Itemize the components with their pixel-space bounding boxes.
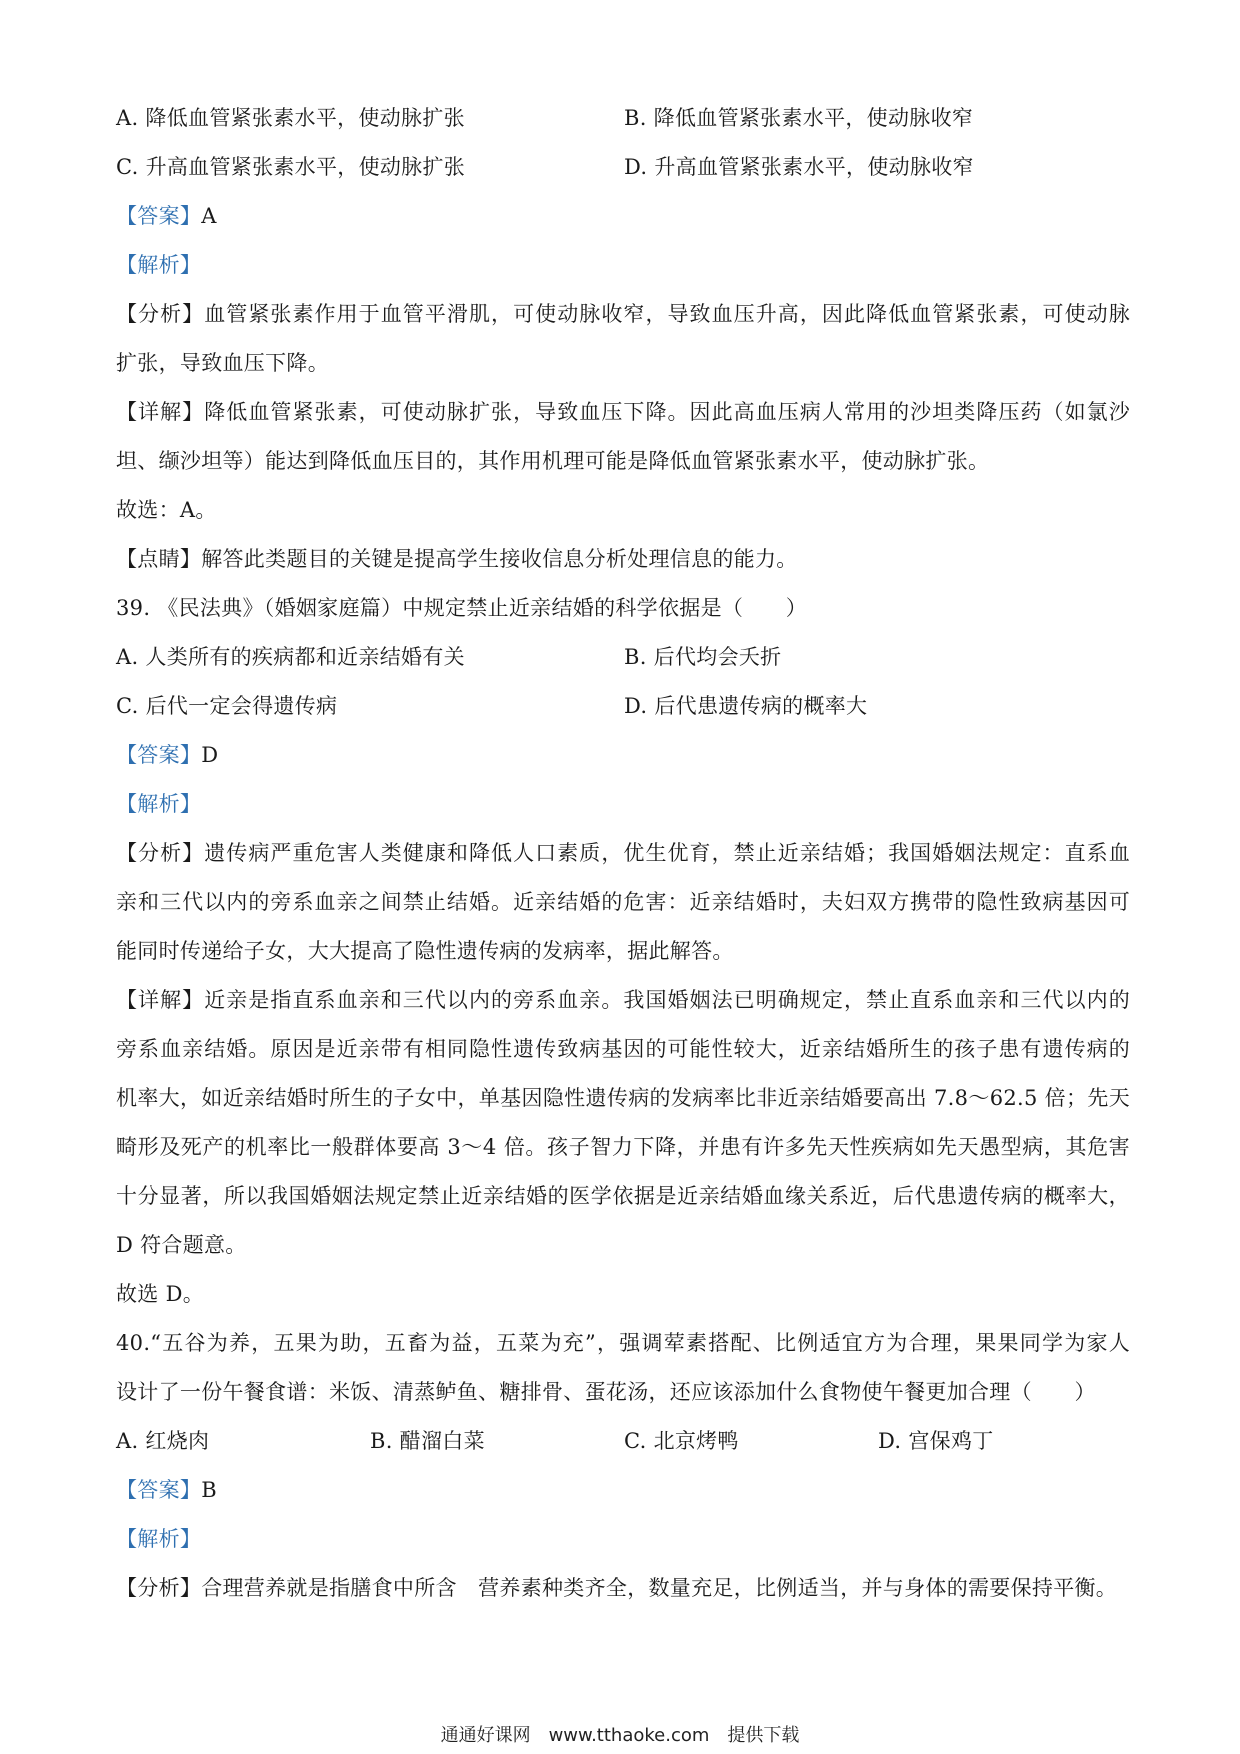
q38-fenxi-line: 扩张，导致血压下降。 [116,351,329,375]
q39-answer [116,740,1130,770]
q38-analysis-tag: 【解析】 [116,253,202,277]
answer-value: B [201,1478,217,1502]
q39-stem: 39. 《民法典》（婚姻家庭篇）中规定禁止近亲结婚的科学依据是（ ） [116,596,808,620]
q39-option-c: C. 后代一定会得遗传病 [116,694,338,718]
q40-option-a: A. 红烧肉 [116,1429,210,1453]
q39-fenxi-line: 能同时传递给子女，大大提高了隐性遗传病的发病率，据此解答。 [116,939,734,963]
q39-option-b: B. 后代均会夭折 [624,645,782,669]
q39-xiangjie-line: 【详解】近亲是指直系血亲和三代以内的旁系血亲。我国婚姻法已明确规定，禁止直系血亲和三代以内的 [116,988,1130,1012]
q40-option-d: D. 宫保鸡丁 [878,1429,994,1453]
q38-xiangjie-line: 【详解】降低血管紧张素，可使动脉扩张，导致血压下降。因此高血压病人常用的沙坦类降压药（如氯沙 [116,400,1130,424]
q39-conclusion: 故选 D。 [116,1282,205,1306]
q38-xiangjie-line: 坦、缬沙坦等）能达到降低血压目的，其作用机理可能是降低血管紧张素水平，使动脉扩张。 [116,449,990,473]
q38-conclusion: 故选：A。 [116,498,217,522]
q39-xiangjie-line: D 符合题意。 [116,1233,247,1257]
q40-answer [116,1475,1130,1505]
q38-option-d: D. 升高血管紧张素水平，使动脉收窄 [624,155,974,179]
q40-option-c: C. 北京烤鸭 [624,1429,739,1453]
q38-option-b: B. 降低血管紧张素水平，使动脉收窄 [624,106,974,130]
q38-option-a: A. 降低血管紧张素水平，使动脉扩张 [116,106,465,130]
q39-xiangjie-line: 畸形及死产的机率比一般群体要高 3～4 倍。孩子智力下降，并患有许多先天性疾病如先天愚型病，其危害 [116,1135,1130,1159]
q38-fenxi-line: 【分析】血管紧张素作用于血管平滑肌，可使动脉收窄，导致血压升高，因此降低血管紧张素，可使动脉 [116,302,1130,326]
q40-fenxi-line: 【分析】合理营养就是指膳食中所含 营养素种类齐全，数量充足，比例适当，并与身体的需要保持平衡。 [116,1576,1118,1600]
page-footer: 通通好课网 www.tthaoke.com 提供下载 [440,1725,800,1746]
q40-stem-line: 设计了一份午餐食谱：米饭、清蒸鲈鱼、糖排骨、蛋花汤，还应该添加什么食物使午餐更加合理（ ） [116,1380,1096,1404]
answer-tag: 【答案】 [116,204,202,228]
q38-answer [116,201,1130,231]
q39-fenxi-line: 亲和三代以内的旁系血亲之间禁止结婚。近亲结婚的危害：近亲结婚时，夫妇双方携带的隐性致病基因可 [116,890,1130,914]
answer-tag: 【答案】 [116,1478,202,1502]
q39-option-a: A. 人类所有的疾病都和近亲结婚有关 [116,645,465,669]
q39-fenxi-line: 【分析】遗传病严重危害人类健康和降低人口素质，优生优育，禁止近亲结婚；我国婚姻法规定：直系血 [116,841,1130,865]
q38-dianjing: 【点睛】解答此类题目的关键是提高学生接收信息分析处理信息的能力。 [116,547,798,571]
q38-option-c: C. 升高血管紧张素水平，使动脉扩张 [116,155,466,179]
q39-xiangjie-line: 十分显著，所以我国婚姻法规定禁止近亲结婚的医学依据是近亲结婚血缘关系近，后代患遗传病的概率大， [116,1184,1130,1208]
q40-option-b: B. 醋溜白菜 [370,1429,485,1453]
q40-analysis-tag: 【解析】 [116,1527,202,1551]
q39-xiangjie-line: 机率大，如近亲结婚时所生的子女中，单基因隐性遗传病的发病率比非近亲结婚要高出 7.8～62.5 倍；先天 [116,1086,1130,1110]
answer-tag: 【答案】 [116,743,202,767]
answer-value: A [201,204,217,228]
q40-stem-line: 40.“五谷为养，五果为助，五畜为益，五菜为充”，强调荤素搭配、比例适宜方为合理，果果同学为家人 [116,1331,1130,1355]
q39-option-d: D. 后代患遗传病的概率大 [624,694,868,718]
q39-analysis-tag: 【解析】 [116,792,202,816]
q39-xiangjie-line: 旁系血亲结婚。原因是近亲带有相同隐性遗传致病基因的可能性较大，近亲结婚所生的孩子患有遗传病的 [116,1037,1130,1061]
answer-value: D [201,743,219,767]
